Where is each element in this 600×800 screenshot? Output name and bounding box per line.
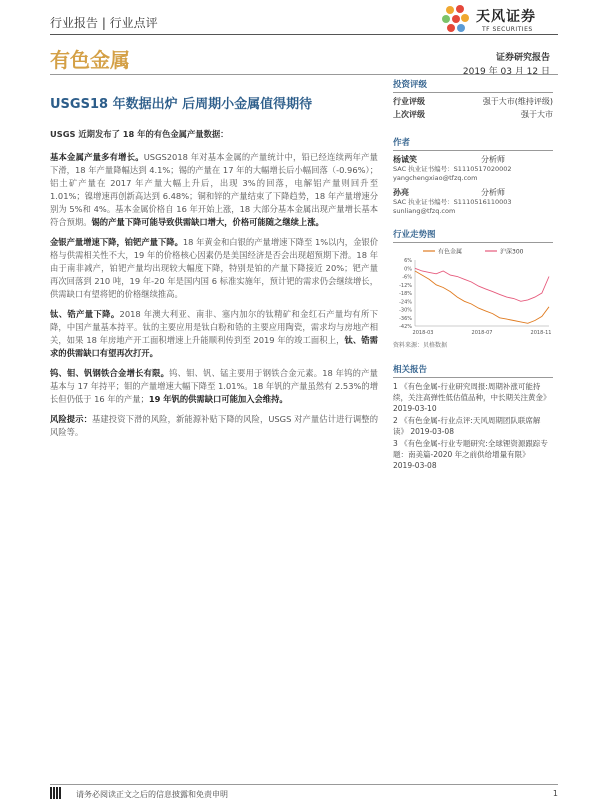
series-line-csi300: [415, 268, 549, 301]
rating-row: [393, 96, 553, 109]
paragraph-alloy-metals: [50, 367, 378, 406]
prev-rating-row: [393, 109, 553, 122]
para-heading: 基本金属产量多有增长。: [50, 152, 144, 162]
legend-label: 沪深300: [500, 248, 524, 256]
analyst-name: 孙亮: [393, 188, 409, 197]
report-body: [50, 128, 378, 446]
chart-source: 资料来源：贝格数据: [393, 342, 448, 349]
y-tick-label: -42%: [399, 324, 412, 330]
trend-chart-svg: [393, 246, 553, 338]
para-conclusion: 锡的产量下降可能导致供需缺口增大，价格可能随之继续上涨。: [91, 217, 324, 227]
logo-text-en: TF SECURITIES: [482, 26, 533, 33]
paragraph-titanium-zirconium: [50, 308, 378, 360]
analyst-email[interactable]: sunliang@tfzq.com: [393, 207, 456, 215]
para-text: 钨、钼、钒、锰主要用于钢铁合金元素。18 年钨的产量基本与 17 年持平；钼的产量增速大幅下降至 1.01%。18 年钒的产量虽然有 2.53%的增长但仍低于 16 年的产量；: [50, 368, 378, 404]
analyst-card: [393, 187, 553, 216]
sidebar: [393, 78, 553, 472]
para-heading: 金银产量增速下降，铂钯产量下降。: [50, 237, 183, 247]
y-tick-label: -12%: [399, 282, 412, 289]
x-tick-label: 2018-11: [530, 330, 552, 336]
rating-label: 行业评级: [393, 97, 425, 106]
report-category: 行业报告 | 行业点评: [50, 16, 158, 30]
para-text: 基建投资下滑的风险，新能源补贴下降的风险，USGS 对产量估计进行调整的风险等。: [50, 414, 378, 437]
page-number: 1: [552, 789, 558, 798]
paragraph-precious-metals: [50, 236, 378, 301]
y-tick-label: -36%: [399, 315, 412, 322]
company-logo: [438, 2, 558, 42]
y-tick-label: 0%: [404, 266, 412, 273]
series-line-nonferrous: [415, 271, 549, 323]
para-text: 18 年黄金和白银的产量增速下降至 1%以内，金银价格与供需相关性不大，19 年的价格核心因素仍是美国经济是否会出现超预期下滑。18 年由于南非减产，铂钯产量均出现较大幅度下降，特别是铂的产量下降接近 20%；钯产量再次回落到 210 吨，19 年-20 年是国内国 6 标准实施年，预计钯的需求仍会继续增长，供需缺口有望将钯的价格继续推高。: [50, 237, 378, 299]
para-heading: 钛、锆产量下降。: [50, 309, 120, 319]
rating-section-title: 投资评级: [393, 78, 553, 93]
related-reports: [393, 381, 553, 471]
related-section-title: 相关报告: [393, 363, 553, 378]
trend-section-title: 行业走势图: [393, 228, 553, 243]
report-headline: USGS18 年数据出炉 后周期小金属值得期待: [50, 97, 313, 112]
para-text: USGS2018 年对基本金属的产量统计中，铅已经连续两年产量下滑，18 年产量降幅达到 4.1%；锡的产量在 17 年的大幅增长后小幅回落（-0.96%）；铝土矿产量在 2017 年产量大幅上升后，出现 3%的回落，电解铝产量则回升至 1.01%；镍增速再创新高达到 6.48%；铜和锌的产量结束了下降趋势，18 年产量增速分别为 5%和 4%。基本金属价格自 16 年开始上涨，18 大部分基本金属出现产量增长基本符合预期。: [50, 152, 378, 227]
para-heading: 风险提示：: [50, 414, 92, 424]
disclaimer-text: 请务必阅读正文之后的信息披露和免责申明: [76, 790, 228, 799]
legend-label: 有色金属: [438, 248, 463, 256]
report-type: 证券研究报告: [495, 53, 550, 63]
industry-title: 有色金属: [50, 48, 130, 72]
header-divider: [50, 74, 558, 75]
paragraph-base-metals: [50, 151, 378, 229]
y-tick-label: -6%: [402, 274, 412, 281]
authors-section-title: 作者: [393, 136, 553, 151]
analyst-role: 分析师: [481, 155, 505, 164]
y-tick-label: 6%: [404, 258, 412, 264]
y-tick-label: -18%: [399, 291, 412, 297]
related-report-link[interactable]: 2 《有色金属-行业点评:天风周期团队联席解读》 2019-03-08: [393, 416, 541, 436]
prev-rating-value: 强于大市: [521, 110, 553, 119]
top-divider: [50, 34, 558, 35]
related-report-link[interactable]: 3 《有色金属-行业专题研究:全球锂资源跟踪专题：南美篇-2020 年之前供给增量有限》 2019-03-08: [393, 439, 548, 470]
analyst-name: 杨诚笑: [393, 155, 417, 164]
report-date: 2019 年 03 月 12 日: [462, 67, 550, 77]
y-tick-label: -30%: [399, 307, 412, 314]
y-tick-label: -24%: [399, 299, 412, 306]
analyst-cert: SAC 执业证书编号：S1110517020002: [393, 165, 512, 173]
para-text: 2018 年澳大利亚、南非、塞内加尔的钛精矿和金红石产量均有所下降，中国产量基本持平。钛的主要应用是钛白粉和锆的主要应用陶瓷，需求均与房地产相关，如果 18 年房地产开工面积增速上升能顺利传到至 2019 年的竣工面积上，: [50, 309, 378, 345]
paragraph-risk: [50, 413, 378, 439]
logo-mark-icon: [438, 2, 474, 38]
para-heading: 钨、钼、钒钢铁合金增长有限。: [50, 368, 170, 378]
related-report-link[interactable]: 1 《有色金属-行业研究周报:周期补涨可能持续，关注高弹性低估值品种，中长期关注黄金》 2019-03-10: [393, 382, 551, 413]
para-conclusion: 钛、锆需求的供需缺口有望再次打开。: [50, 335, 378, 358]
logo-text-cn: 天风证券: [476, 9, 536, 25]
para-conclusion: 19 年钒的供需缺口可能加入会维持。: [148, 394, 288, 404]
qr-code-icon: [50, 787, 62, 799]
analyst-email[interactable]: yangchengxiao@tfzq.com: [393, 174, 478, 182]
x-tick-label: 2018-07: [471, 330, 493, 336]
analyst-role: 分析师: [481, 188, 505, 197]
analyst-card: [393, 154, 553, 183]
rating-value: 强于大市(维持评级): [482, 97, 553, 106]
prev-rating-label: 上次评级: [393, 110, 425, 119]
footer-divider: [50, 784, 558, 785]
intro-text: USGS 近期发布了 18 年的有色金属产量数据：: [50, 129, 229, 139]
industry-trend-chart: [393, 246, 553, 338]
analyst-cert: SAC 执业证书编号：S1110516110003: [393, 198, 512, 206]
x-tick-label: 2018-03: [412, 330, 434, 336]
